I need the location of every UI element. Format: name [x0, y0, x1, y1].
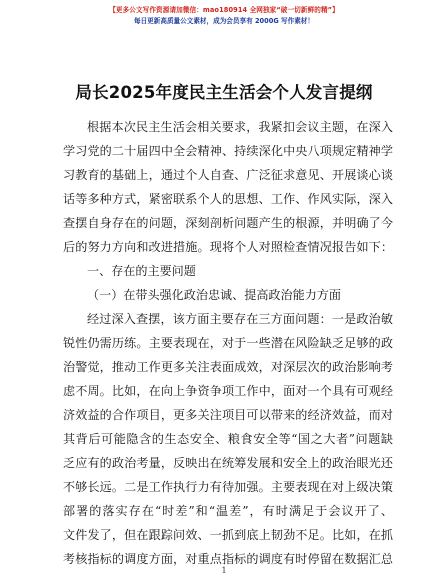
- paragraph-line: 文件发了，但在跟踪问效、一抓到底上韧劲不足。比如，在抓: [63, 528, 393, 542]
- paragraph-line: 锐性仍需历练。主要表现在，对于一些潜在风险缺乏足够的政: [63, 336, 393, 350]
- paragraph-line: 习教育的基础上，通过个人自查、广泛征求意见、开展谈心谈: [63, 168, 393, 182]
- paragraph-line: 经过深入查摆，该方面主要存在三方面问题：一是政治敏: [87, 312, 393, 326]
- paragraph-line: 治警觉，推动工作更多关注表面成效，对深层次的政治影响考: [63, 360, 393, 374]
- document-title: 局长2025年度民主生活会个人发言提纲: [75, 83, 373, 102]
- subsection-heading: （一）在带头强化政治忠诚、提高政治能力方面: [87, 288, 341, 302]
- promo-banner-line-2: 每日更新高质量公文素材，成为会员享有 2000G 写作素材！: [133, 17, 314, 25]
- paragraph-line: 部署的落实存在“时差”和“温差”，有时满足于会议开了、: [63, 504, 393, 518]
- paragraph-line: 考核指标的调度方面，对重点指标的调度有时停留在数据汇总: [63, 552, 393, 566]
- paragraph-line: 查摆自身存在的问题，深刻剖析问题产生的根源，并明确了今: [63, 216, 393, 230]
- paragraph-line: 乏应有的政治考量，反映出在统筹发展和安全上的政治眼光还: [63, 456, 393, 470]
- paragraph-line: 根据本次民主生活会相关要求，我紧扣会议主题，在深入: [87, 120, 393, 134]
- promo-banner-line-1: 【更多公文写作资源请加微信：mao180914 全网独家“破一切新鲜的精”】: [109, 6, 339, 14]
- paragraph-line: 其背后可能隐含的生态安全、粮食安全等“国之大者”问题缺: [63, 432, 393, 446]
- paragraph-line: 学习党的二十届四中全会精神、持续深化中央八项规定精神学: [63, 144, 393, 158]
- paragraph-line: 虑不周。比如，在向上争资争项工作中，面对一个具有可观经: [63, 384, 393, 398]
- section-heading: 一、存在的主要问题: [87, 264, 196, 278]
- page-number: 1: [221, 566, 227, 575]
- paragraph-line: 后的努力方向和改进措施。现将个人对照检查情况报告如下：: [63, 240, 393, 254]
- paragraph-line: 不够长远。二是工作执行力有待加强。主要表现在对上级决策: [63, 480, 393, 494]
- paragraph-line: 济效益的合作项目，更多关注项目可以带来的经济效益，而对: [63, 408, 393, 422]
- paragraph-line: 话等多种方式，紧密联系个人的思想、工作、作风实际，深入: [63, 192, 393, 206]
